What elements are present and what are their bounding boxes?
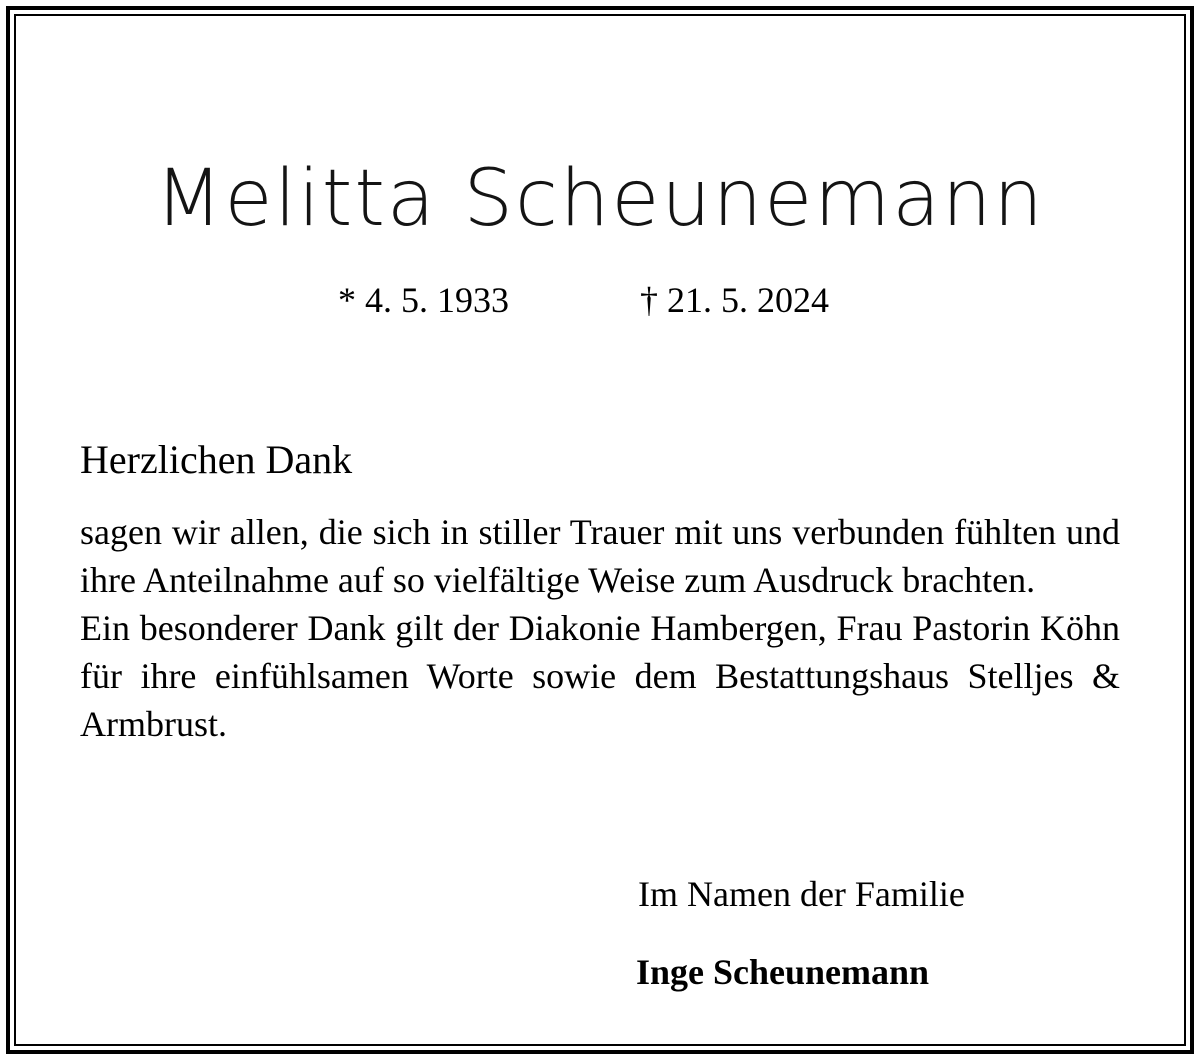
signer-name: Inge Scheunemann	[636, 952, 930, 992]
deceased-name: Melitta Scheunemann	[155, 154, 1045, 244]
thanks-paragraph: Ein besonderer Dank gilt der Diakonie Hambergen, Frau Pastorin Köhn für ihre einfühlsamen Worte sowie dem Bestattungshaus Stelljes & Armbrust.	[80, 608, 1120, 744]
thanks-paragraph: sagen wir allen, die sich in stiller Trauer mit uns verbunden fühlten und ihre Anteilnahme auf so vielfältige Weise zum Ausdruck brachten.	[80, 512, 1120, 600]
thanks-text	[80, 508, 1120, 748]
birth-date: * 4. 5. 1933	[338, 280, 509, 320]
death-date: † 21. 5. 2024	[640, 280, 829, 320]
signature-intro: Im Namen der Familie	[638, 874, 965, 914]
thanks-heading: Herzlichen Dank	[80, 437, 353, 482]
